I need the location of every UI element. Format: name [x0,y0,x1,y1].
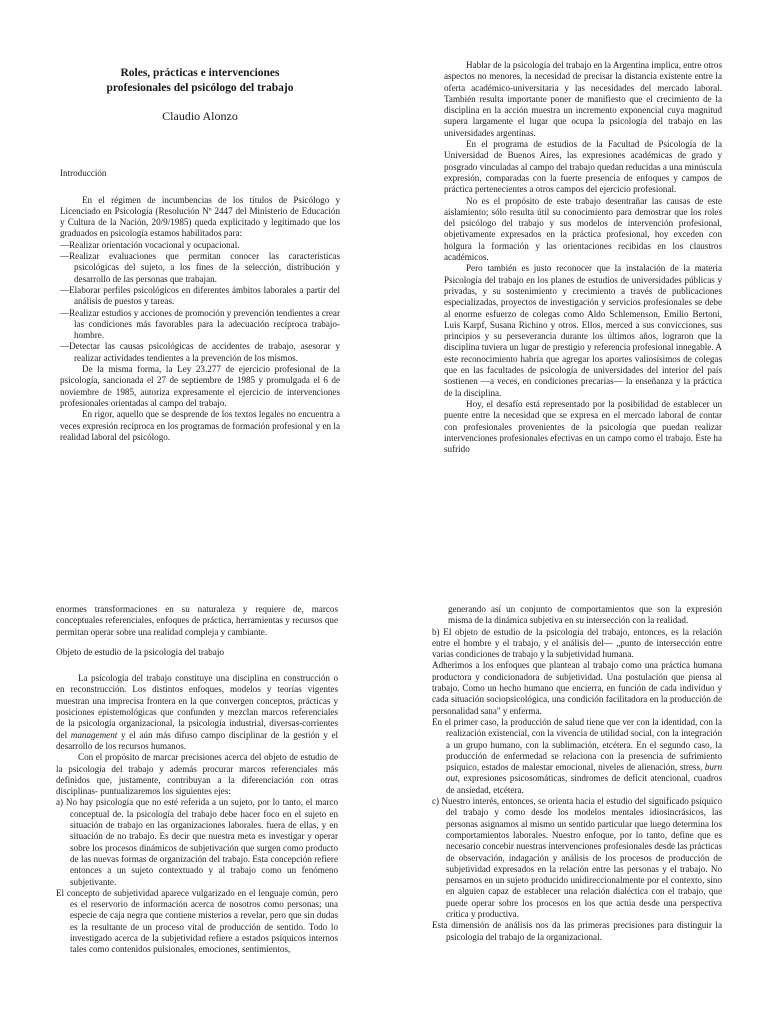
list-item: —Realizar estudios y acciones de promoción y prevención tendientes a crear las condiciones más favorables para la adecuación recíproca trabajo-hombre. [60,307,340,341]
text-run: La psicología del trabajo constituye una disciplina en construcción o en reconstrucción. Los distintos enfoques, modelos y teorías vigentes muestran una imprecisa frontera en la que convergen conceptos, prácticas y posiciones epistemológicas que confunden y mezclan marcos referenciales de la psicología organizacional, la psicología industrial, diversas-corrientes del [56,673,338,740]
paragraph: Hoy, el desafío está representado por la posibilidad de establecer un puente entre la necesidad que se expresa en el mercado laboral de contar con profesionales provenientes de la psicología que puedan realizar intervenciones profesionales efectivas en un campo como el trabajo. Este ha sufrido [444,398,722,455]
list-item: c) Nuestro interés, entonces, se orienta hacia el estudio del significado psíquico del trabajo y como desde los modelos mentales idiosincrásicos, las personas asignamos al mismo un sentido particular que luego determina los comportamientos laborales. Nuestro enfoque, por lo tanto, define que es necesario concebir nuestras intervenciones profesionales desde las prácticas de observación, indagación y análisis de los procesos de producción de subjetividad expresados en la relación entre las personas y el trabajo. No pensamos en un sujeto producido unidireccionalmente por el contexto, sino en alguien capaz de establecer una relación dialéctica con el trabajo, que puede operar sobre los procesos en los que actúa desde una perspectiva crítica y productiva. [432,796,722,920]
page2-right-column [432,604,722,943]
emphasis-text: burn out, [446,762,723,784]
list-item: —Realizar evaluaciones que permitan conocer las características psicológicas del sujeto, a los fines de la selección, distribución y desarrollo de las personas que trabajan. [60,251,340,284]
paragraph: enormes transformaciones en su naturaleza y requiere de, marcos conceptuales referenciales, enfoques de práctica, herramientas y recursos que permitan operar sobre una realidad compleja y cambiante. [56,604,338,637]
paragraph: generando así un conjunto de comportamientos que son la expresión misma de la dinámica subjetiva en su intersección con la realidad. [448,604,722,626]
emphasis-text: management [70,729,118,740]
page1-right-column [444,60,722,455]
list-item: a) No hay psicología que no esté referida a un sujeto, por lo tanto, el marco conceptual de. la psicología del trabajo debe hacer foco en el sujeto en situación de trabajo en las organizaciones laborales. fuera de ellas, y en situación de no trabajo. Es decir que nuestra meta es investigar y operar sobre los procesos dinámicos de subjetivación que surgen como producto de las nuevas formas de organización del trabajo. Esta concepción refiere entonces a un sujeto contextuado y al trabajo como un fenómeno subjetivante. [56,797,338,887]
text-run: y el aún más difuso campo disciplinar de la gestión y el desarrollo de los recursos humanos. [56,729,339,751]
paragraph [56,673,338,752]
paragraph: En rigor, aquello que se desprende de los textos legales no encuentra a veces expresión recíproca en los programas de formación profesional y en la realidad laboral del psicólogo. [60,409,340,442]
paragraph: En el régimen de incumbencias de los títulos de Psicólogo y Licenciado en Psicología (Resolución Nº 2447 del Ministerio de Educación y Cultura de la Nación, 20/9/1985) queda explicitado y legitimado que los graduados en psicología estamos habilitados para: [60,194,340,239]
section-heading: Objeto de estudio de la psicología del trabajo [56,647,225,658]
text-run: En el primer caso, la producción de salud tiene que ver con la identidad, con la realización existencial, con la vivencia de utilidad social, con la integración a un grupo humano, con la sublimación, etcétera. En el segundo caso, la producción de enfermedad se relaciona con la presencia de sufrimiento psíquico, estados de malestar emocional, niveles de alienación, stress, [432,716,722,773]
paragraph: No es el propósito de este trabajo desentrañar las causas de este aislamiento; sólo resulta útil su conocimiento para demostrar que los roles del psicólogo del trabajo y sus modelos de intervención profesional, objetivamente expresados en la práctica profesional, hoy exceden con holgura la formación y las orientaciones recibidas en los claustros académicos. [444,195,722,263]
list-item: —Elaborar perfiles psicológicos en diferentes ámbitos laborales a partir del análisis de puestos y tareas. [60,284,340,307]
list-item: —Realizar orientación vocacional y ocupacional. [60,239,240,250]
paragraph: De la misma forma, la Ley 23.277 de ejercicio profesional de la psicología, sancionada el 27 de septiembre de 1985 y promulgada el 6 de noviembre de 1985, autoriza expresamente el ejercicio de intervenciones profesionales orientadas al campo del trabajo. [60,364,340,408]
text-run: expresiones psicosomáticas, síndromes de deficit atencional, cuadros de ansiedad, etcétera. [446,773,722,795]
paragraph: Pero también es justo reconocer que la instalación de la materia Psicología del trabajo en los planes de estudios de universidades públicas y privadas, y su sostenimiento y crecimiento a través de publicaciones especializadas, proyectos de investigación y servicios profesionales se debe al enorme esfuerzo de colegas como Aldo Schlemenson, Emilio Bertoni, Luis Karpf, Susana Richino y otros. Ellos, merced a sus convicciones, sus principios y su perseverancia durante los últimos años, lograron que la disciplina tuviera un lugar de prestigio y referencia profesional innegable. A este reconocimiento habría que agregar los aportes valiosísimos de colegas que en las facultades de psicología de universidades del interior del país sostienen —a veces, en condiciones precarias— la enseñanza y la práctica de la disciplina. [444,263,722,398]
paragraph: Con el propósito de marcar precisiones acerca del objeto de estudio de la psicología del trabajo y además procurar marcos referenciales más definidos que, justamente, contribuyan a la diferenciación con otras disciplinas- puntualizaremos los siguientes ejes: [56,752,338,797]
paragraph: El concepto de subjetividad aparece vulgarizado en el lenguaje común, pero es el reservorio de información acerca de nosotros como personas; una especie de caja negra que contiene misterios a revelar, pero que sin dudas es la resultante de un proceso vital de producción de sentido. Todo lo investigado acerca de la subjetividad refiere a estados psíquicos internos tales como contenidos pulsionales, emociones, sentimientos, [56,887,338,955]
list-item: —Detectar las causas psicológicas de accidentes de trabajo, asesorar y realizar actividades tendientes a la prevención de los mismos. [60,341,340,363]
list-item: b) El objeto de estudio de la psicología del trabajo, entonces, es la relación entre el hombre y el trabajo, y el análisis del— „punto de intersección entre varias condiciones de trabajo y la subjetividad humana. [432,626,722,660]
paragraph: Esta dimensión de análisis nos da las primeras precisiones para distinguir la psicología del trabajo de la organizacional. [432,920,722,942]
page2-left-column [56,604,338,956]
paragraph: Adherimos a los enfoques que plantean al trabajo como una práctica humana productora y condicionadora de subjetividad. Una postulación que piensa al trabajo. Como un hecho humano que encierra, en función de cada individuo y cada situación sociopsicológica, una condición facilitadora en la producción de personalidad sana" y enferma. [432,660,722,716]
paragraph [432,717,722,796]
document-title: Roles, prácticas e intervenciones profesionales del psicólogo del trabajo [106,67,294,94]
document-author: Claudio Alonzo [162,109,238,123]
paragraph: Hablar de la psicología del trabajo en la Argentina implica, entre otros aspectos no menores, la necesidad de precisar la distancia existente entre la oferta académico-universitaria y las necesidades del mercado laboral. También resulta importante poner de manifiesto que el crecimiento de la disciplina en la acción muestra un incremento exponencial cuya magnitud supera largamente el lugar que ocupa la psicología del trabajo en las universidades argentinas. [444,60,722,138]
page1-left-column [60,66,340,443]
paragraph: En el programa de estudios de la Facultad de Psicología de la Universidad de Buenos Aires, las expresiones académicas de grado y posgrado vinculadas al campo del trabajo quedan reducidas a una minúscula expresión, comparadas con la fuerte presencia de enfoques y campos de práctica pertenecientes a otros campos del ejercicio profesional. [444,139,722,195]
intro-heading: Introducción [60,168,107,179]
